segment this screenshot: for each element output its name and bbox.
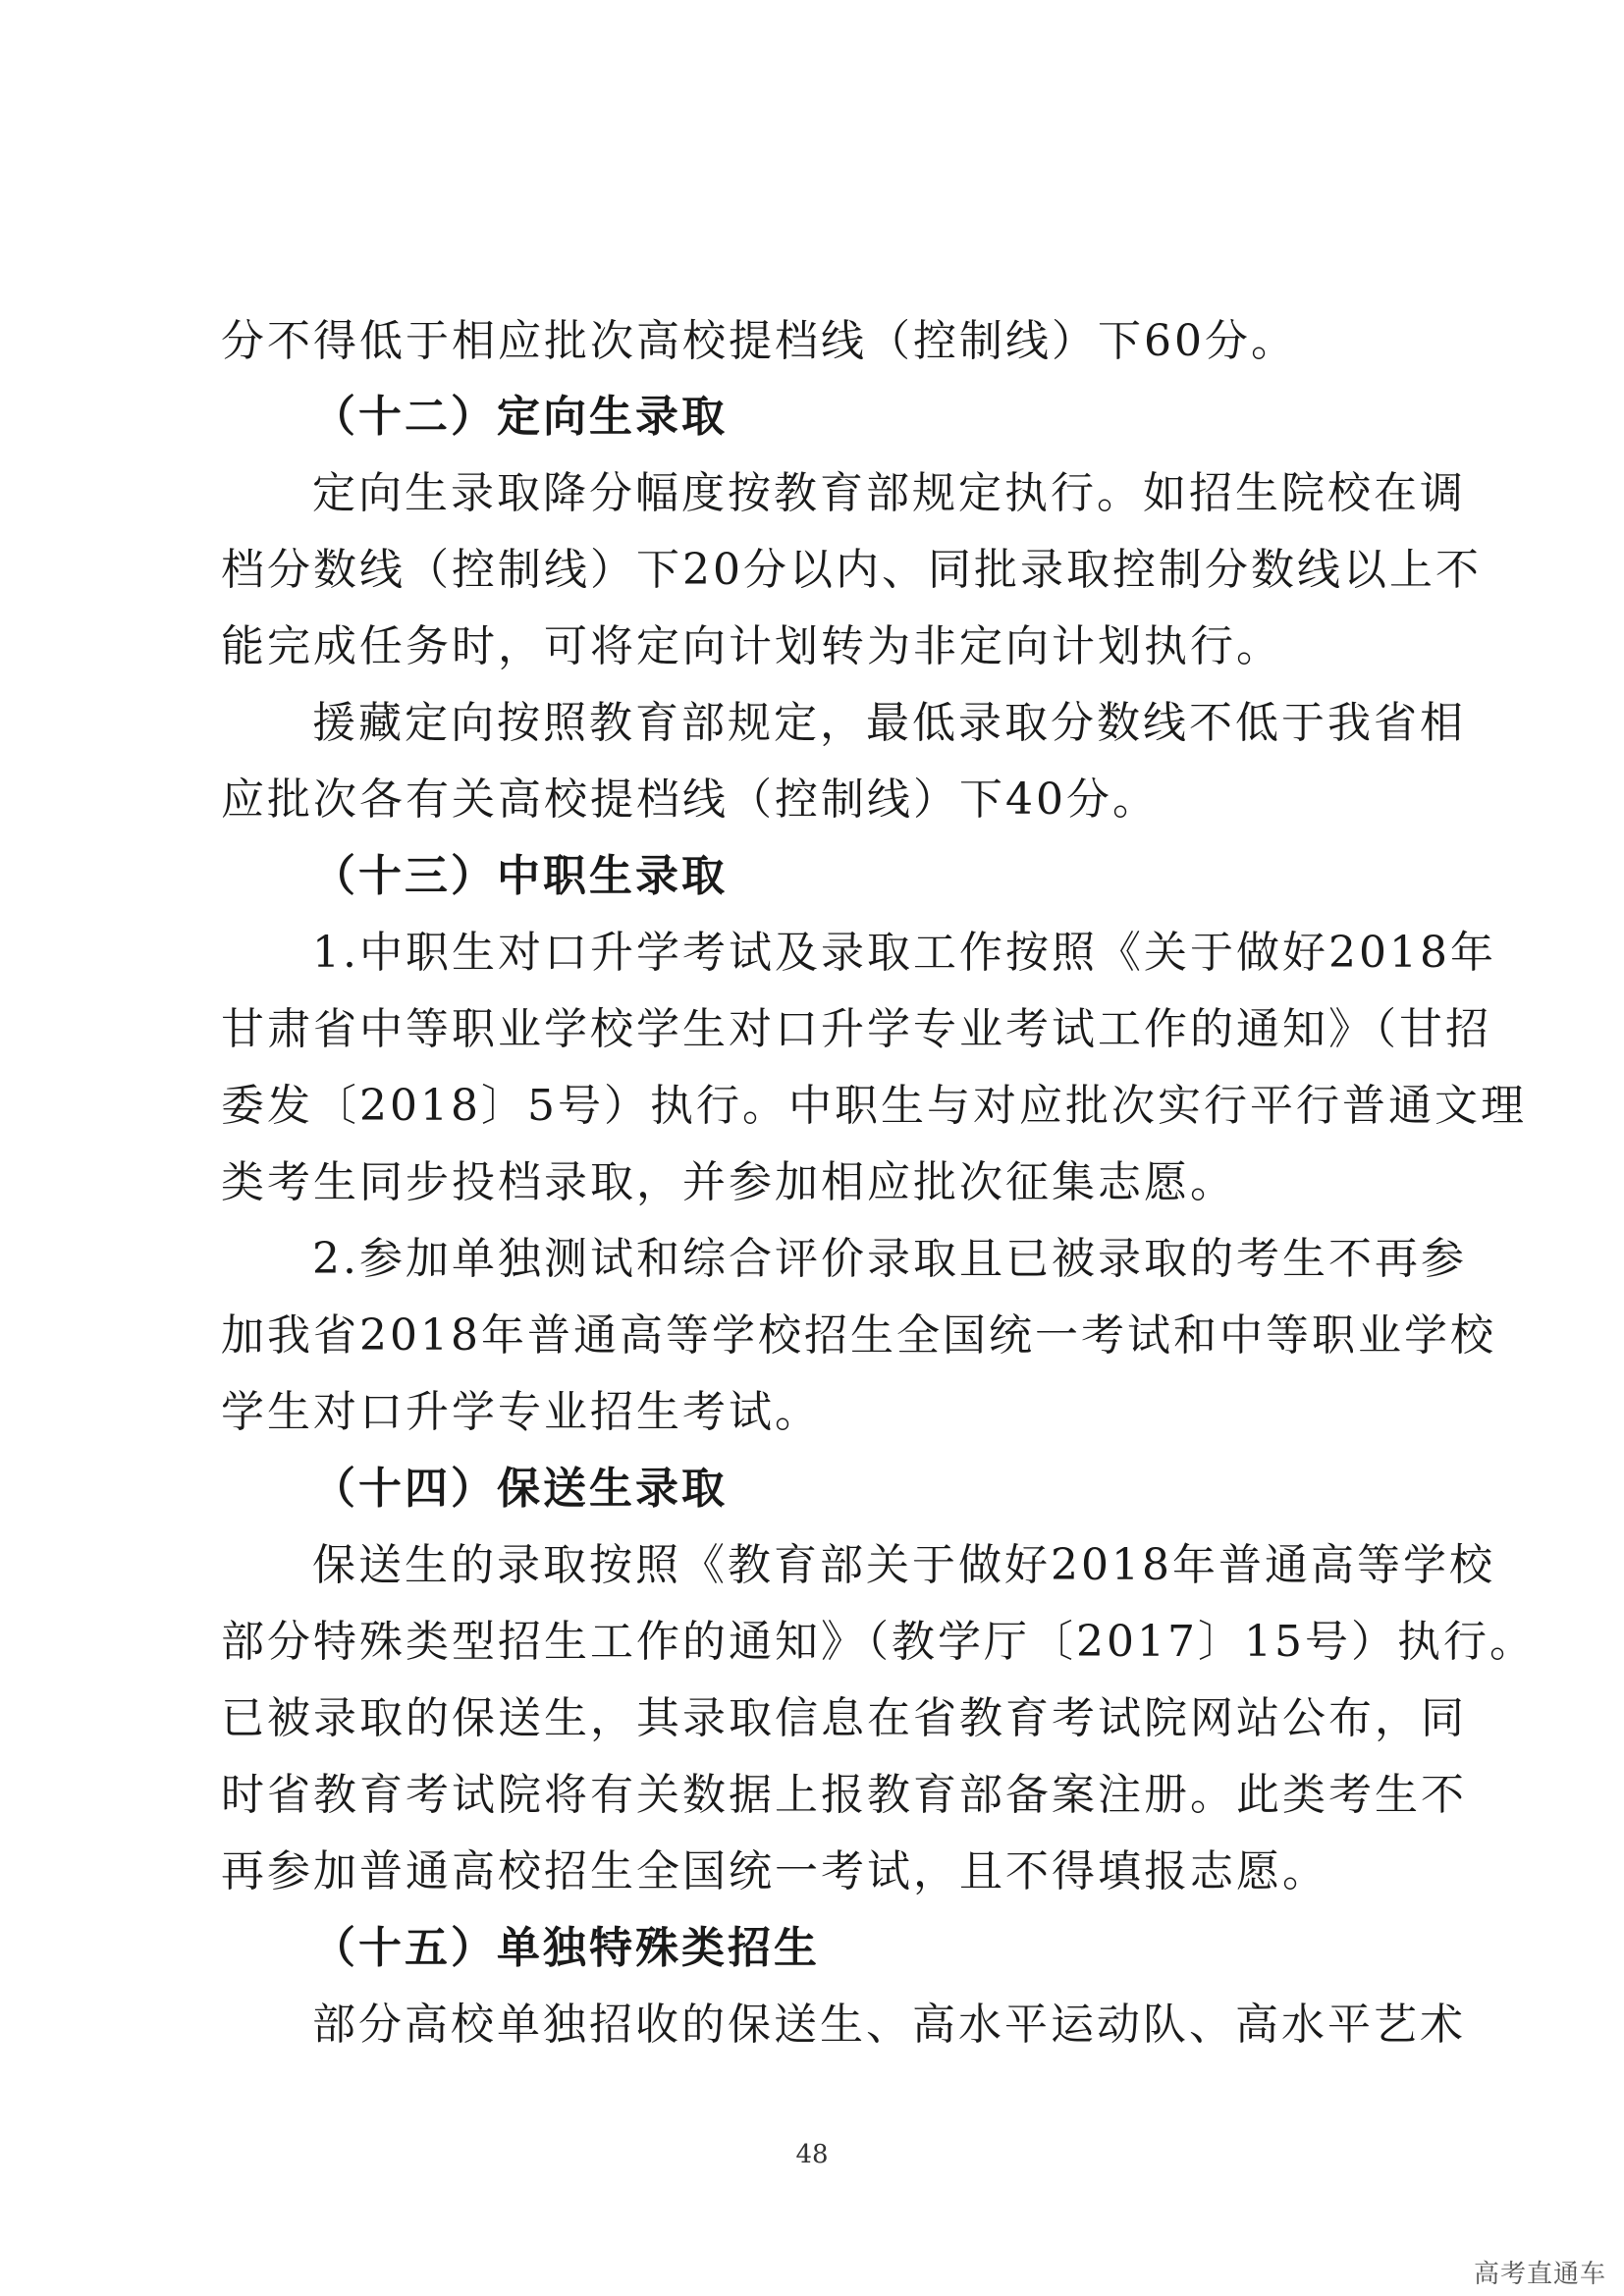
paragraph-line: 部分特殊类型招生工作的通知》（教学厅〔2017〕15号）执行。 bbox=[221, 1617, 1536, 1667]
paragraph-line: 甘肃省中等职业学校学生对口升学专业考试工作的通知》（甘招 bbox=[221, 1004, 1491, 1054]
paragraph-line: 部分高校单独招收的保送生、高水平运动队、高水平艺术 bbox=[312, 2000, 1466, 2050]
paragraph-line: 已被录取的保送生，其录取信息在省教育考试院网站公布，同 bbox=[221, 1693, 1467, 1743]
paragraph-line: 保送生的录取按照《教育部关于做好2018年普通高等学校 bbox=[312, 1540, 1495, 1590]
paragraph-line: 档分数线（控制线）下20分以内、同批录取控制分数线以上不 bbox=[221, 545, 1482, 595]
paragraph-line: 能完成任务时，可将定向计划转为非定向计划执行。 bbox=[221, 621, 1282, 671]
paragraph-line: 时省教育考试院将有关数据上报教育部备案注册。此类考生不 bbox=[221, 1770, 1467, 1820]
paragraph-line: 学生对口升学专业招生考试。 bbox=[221, 1387, 821, 1437]
paragraph-line: 类考生同步投档录取，并参加相应批次征集志愿。 bbox=[221, 1157, 1236, 1207]
paragraph-line: 委发〔2018〕5号）执行。中职生与对应批次实行平行普通文理 bbox=[221, 1081, 1527, 1131]
paragraph-line: 1.中职生对口升学考试及录取工作按照《关于做好2018年 bbox=[312, 928, 1496, 978]
section-heading-14: （十四）保送生录取 bbox=[312, 1464, 728, 1514]
section-heading-15: （十五）单独特殊类招生 bbox=[312, 1923, 820, 1973]
paragraph-line: 分不得低于相应批次高校提档线（控制线）下60分。 bbox=[221, 316, 1297, 366]
paragraph-line: 再参加普通高校招生全国统一考试，且不得填报志愿。 bbox=[221, 1846, 1328, 1896]
paragraph-line: 应批次各有关高校提档线（控制线）下40分。 bbox=[221, 774, 1159, 825]
page-number: 48 bbox=[795, 2140, 829, 2169]
paragraph-line: 2.参加单独测试和综合评价录取且已被录取的考生不再参 bbox=[312, 1234, 1467, 1284]
section-heading-13: （十三）中职生录取 bbox=[312, 851, 728, 901]
section-heading-12: （十二）定向生录取 bbox=[312, 392, 728, 442]
paragraph-line: 加我省2018年普通高等学校招生全国统一考试和中等职业学校 bbox=[221, 1310, 1496, 1361]
paragraph-line: 援藏定向按照教育部规定，最低录取分数线不低于我省相 bbox=[312, 698, 1466, 748]
paragraph-line: 定向生录取降分幅度按教育部规定执行。如招生院校在调 bbox=[312, 468, 1466, 518]
watermark-text: 高考直通车 bbox=[1473, 2260, 1606, 2289]
